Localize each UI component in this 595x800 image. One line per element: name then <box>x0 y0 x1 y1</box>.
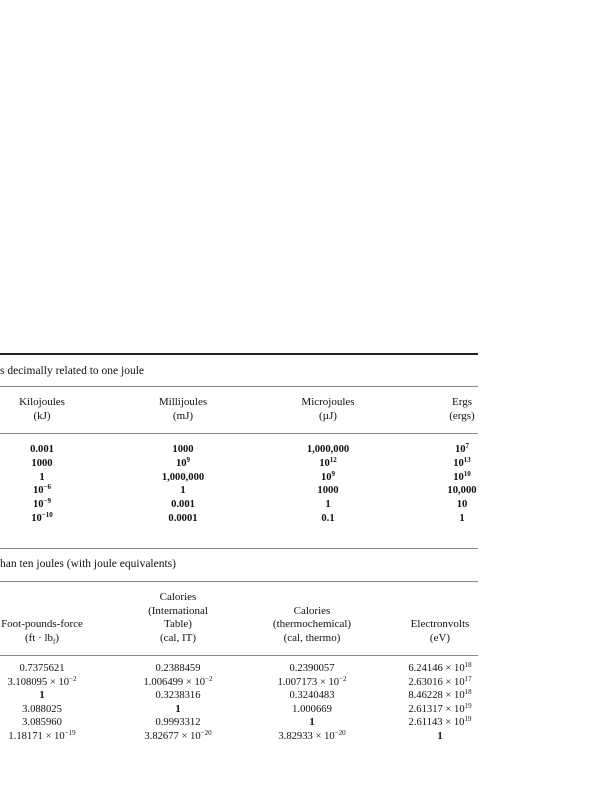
table1-top-rule <box>0 353 478 355</box>
table1-table-cell <box>325 498 330 512</box>
table2-table-cell <box>144 730 211 744</box>
cell-value: 1 <box>309 717 315 729</box>
table1-column-header <box>19 396 65 423</box>
table1-table-cell <box>30 443 54 457</box>
table1-column-header <box>159 396 207 423</box>
cell-mantissa: 10 <box>32 485 44 497</box>
cell-value: 0.1 <box>321 513 335 524</box>
table2-table-cell <box>278 730 345 744</box>
cell-exponent: 12 <box>329 455 337 464</box>
table1-column-header <box>301 396 354 423</box>
cell-exponent: −9 <box>43 497 52 506</box>
table1-table-cell <box>180 484 185 498</box>
cell-value: 1.000669 <box>292 703 332 715</box>
cell-mantissa: 10 <box>453 457 464 469</box>
table1-table-cell <box>457 498 468 512</box>
table2-table-cell <box>143 676 212 690</box>
cell-value: 3.088025 <box>22 703 62 715</box>
table2-table-cell <box>8 730 75 744</box>
table2-table-cell <box>175 703 180 717</box>
cell-mantissa: 10 <box>453 471 464 483</box>
table1-caption-rule <box>0 386 478 387</box>
table1-table-cell <box>31 512 53 526</box>
cell-mantissa: 8.46228 × 10 <box>408 690 465 702</box>
column-header-line: Calories <box>293 604 331 617</box>
cell-exponent: −19 <box>64 729 76 737</box>
table2-column-header <box>411 618 470 645</box>
column-header-line: Millijoules <box>158 396 208 408</box>
table2-column-header <box>148 591 208 645</box>
column-header-line: (µJ) <box>319 409 337 422</box>
table2-table-cell <box>408 689 471 703</box>
column-header-line: Table) <box>164 618 192 630</box>
table1-caption: s decimally related to one joule <box>0 365 145 377</box>
cell-mantissa: 10 <box>319 457 330 469</box>
cell-value: 0.3238316 <box>155 690 201 702</box>
column-header-line: (cal, thermo) <box>283 631 341 644</box>
table2-column-header <box>273 605 351 646</box>
cell-value: 0.0001 <box>168 513 198 524</box>
cell-exponent: −10 <box>41 511 53 519</box>
table2-header-rule <box>0 655 478 656</box>
table1-table-cell <box>317 484 338 498</box>
table2-table-cell <box>155 716 200 730</box>
table2-table-cell <box>155 662 200 676</box>
column-header-line: (cal, IT) <box>159 631 197 644</box>
cell-value: 1 <box>39 471 45 483</box>
table2-table-cell <box>155 689 200 703</box>
table1-table-cell <box>307 443 349 457</box>
column-header-line: Calories <box>159 591 197 603</box>
cell-mantissa: 10 <box>32 499 44 511</box>
table1-table-cell <box>321 512 334 526</box>
cell-exponent: 19 <box>464 701 472 710</box>
table2-table-cell <box>19 662 64 676</box>
cell-exponent: −20 <box>334 729 346 737</box>
column-header-line: (kJ) <box>33 409 51 422</box>
cell-exponent: −6 <box>43 483 52 492</box>
cell-value: 0.001 <box>171 499 195 511</box>
cell-mantissa: 3.82933 × 10 <box>278 731 335 742</box>
cell-value: 1,000,000 <box>306 444 350 455</box>
table2-column-header <box>1 618 83 645</box>
column-header-line: (thermochemical) <box>272 618 352 630</box>
cell-mantissa: 3.108095 × 10 <box>7 676 70 688</box>
unit-subscript: f <box>53 637 56 646</box>
cell-exponent: 18 <box>464 688 472 697</box>
unit-text: (ft · lb <box>24 631 54 644</box>
cell-exponent: 13 <box>463 455 471 464</box>
column-header-line: (mJ) <box>172 409 194 422</box>
cell-value: 0.2390057 <box>289 663 335 674</box>
cell-mantissa: 10 <box>175 457 187 469</box>
cell-mantissa: 10 <box>31 513 42 524</box>
column-header-line: (International <box>148 604 208 617</box>
cell-mantissa: 1.006499 × 10 <box>143 676 206 688</box>
cell-value: 1 <box>459 513 465 524</box>
column-header-line: (ergs) <box>449 409 475 422</box>
cell-value: 0.2388459 <box>155 663 201 674</box>
cell-exponent: −20 <box>200 729 212 737</box>
table2-table-cell <box>7 676 76 690</box>
cell-value: 0.9993312 <box>155 717 201 729</box>
cell-mantissa: 3.82677 × 10 <box>144 731 201 742</box>
table1-table-cell <box>171 498 195 512</box>
table1-table-cell <box>459 512 464 526</box>
cell-value: 1000 <box>317 485 339 497</box>
table1-table-cell <box>168 512 197 526</box>
table2-table-cell <box>309 716 314 730</box>
table2-table-cell <box>39 689 44 703</box>
cell-value: 1 <box>175 703 181 715</box>
cell-value: 3.085960 <box>22 717 62 729</box>
table2-caption: han ten joules (with joule equivalents) <box>0 558 176 570</box>
column-header-line: Ergs <box>452 396 472 408</box>
cell-value: 10 <box>456 499 468 511</box>
cell-mantissa: 2.63016 × 10 <box>408 676 465 688</box>
table1-table-cell <box>453 471 471 485</box>
table2-table-cell <box>409 716 472 730</box>
cell-value: 0.3240483 <box>289 690 335 702</box>
cell-value: 1,000,000 <box>161 471 205 483</box>
table2-table-cell <box>408 703 471 717</box>
cell-value: 10,000 <box>447 485 477 497</box>
cell-exponent: −2 <box>69 674 77 683</box>
column-header-line: Foot-pounds-force <box>1 618 83 630</box>
cell-value: 1000 <box>31 457 53 469</box>
table1-header-rule <box>0 433 478 434</box>
cell-value: 1 <box>180 485 186 497</box>
table2-table-cell <box>408 676 471 690</box>
cell-exponent: −2 <box>205 674 213 683</box>
column-header-line: Electronvolts <box>410 618 470 630</box>
cell-exponent: 10 <box>463 469 471 478</box>
cell-exponent: 19 <box>464 715 472 724</box>
cell-exponent: 17 <box>464 674 472 683</box>
cell-mantissa: 2.61317 × 10 <box>408 703 465 715</box>
table2-table-cell <box>22 703 62 717</box>
cell-mantissa: 6.24146 × 10 <box>408 663 465 674</box>
table2-table-cell <box>408 662 471 676</box>
column-header-line: Microjoules <box>301 396 355 408</box>
unit-text: ) <box>55 631 60 644</box>
table2-table-cell <box>22 716 62 730</box>
cell-mantissa: 1.007173 × 10 <box>277 676 340 688</box>
table1-table-cell <box>31 457 52 471</box>
cell-value: 1 <box>39 690 45 702</box>
cell-mantissa: 10 <box>454 444 466 455</box>
table1-table-cell <box>447 484 476 498</box>
cell-mantissa: 10 <box>320 471 332 483</box>
cell-mantissa: 2.61143 × 10 <box>408 717 465 729</box>
table2-top-rule <box>0 548 478 549</box>
table1-column-header <box>449 396 474 423</box>
table1-table-cell <box>162 471 204 485</box>
column-header-line: (eV) <box>429 631 451 644</box>
cell-value: 1000 <box>172 444 194 455</box>
table1-table-cell <box>172 443 193 457</box>
cell-value: 1 <box>325 499 331 511</box>
table2-table-cell <box>277 676 346 690</box>
table2-table-cell <box>289 662 334 676</box>
cell-exponent: 18 <box>464 661 472 669</box>
table2-table-cell <box>289 689 334 703</box>
cell-exponent: 9 <box>186 455 191 464</box>
column-header-line: Kilojoules <box>19 396 65 408</box>
table1-table-cell <box>176 457 190 471</box>
cell-exponent: 7 <box>465 442 470 450</box>
cell-value: 1 <box>437 731 443 742</box>
cell-value: 0.001 <box>30 444 54 455</box>
cell-exponent: −2 <box>339 674 347 683</box>
table2-caption-rule <box>0 581 478 582</box>
column-header-unit <box>1 632 83 646</box>
table1-table-cell <box>321 471 335 485</box>
cell-value: 0.7375621 <box>19 663 65 674</box>
cell-exponent: 9 <box>331 469 336 478</box>
table2-table-cell <box>437 730 442 744</box>
table2-table-cell <box>292 703 332 717</box>
cell-mantissa: 1.18171 × 10 <box>8 731 65 742</box>
